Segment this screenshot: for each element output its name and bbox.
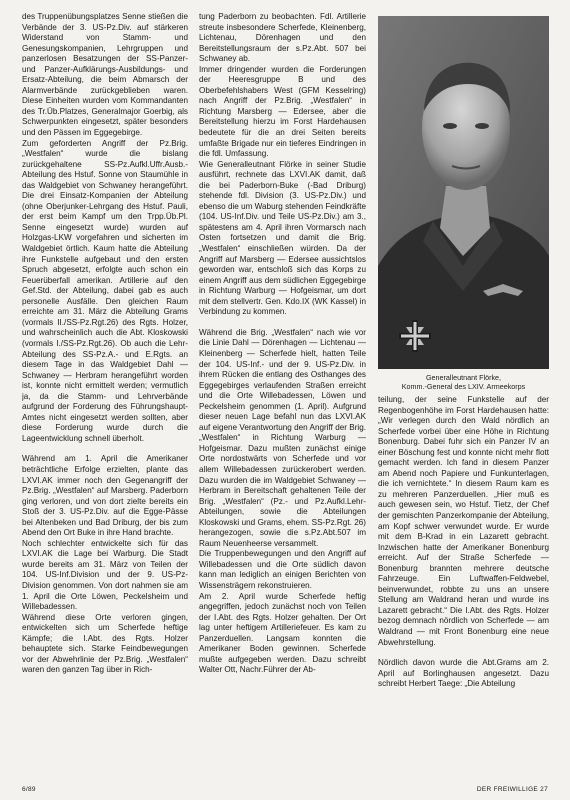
paragraph: Noch schlechter entwickelte sich für das LXVI.AK die Lage bei Warburg. Die Stadt wurde bereits am 31. März von Teilen der 104. US-Inf.Division und der 9. US-Pz-Division genommen. Von dort nahmen sie am 1. April die Orte Löwen, Peckelsheim und Willebadessen. [22, 538, 188, 612]
portrait-photo [378, 16, 549, 369]
paragraph: teilung, der seine Funkstelle auf der Regenbogenhöhe im Forst Hardehausen hatte: „Wir verlegen durch den Wald nördlich an Scherfede vorbei über eine Höhe in Richtung Bonenburg. Dabei fuhr sich ein Panzer IV an einer Böschung fest und konnte nicht mehr flott gemacht werden. Ich fand in diesem Panzer am Abend noch Papiere und Funkunterlagen, die ich vernichtete.“ In diesem Raum kam es zu mehreren Panzerduellen. „Hier muß es auch gewesen sein, wo Hstuf. Tietz, der Chef der gemischten Panzerkompanie der Abteilung, am Kopf schwer verwundet wurde. Er wurde mit dem B-Krad in ein Lazarett gebracht. Inzwischen hatte der Amerikaner Bonenburg erreicht. Auf der Straße Scherfede — Bonenburg brannten mehrere deutsche Fahrzeuge. Ein Luftwaffen-Feldwebel, beinverwundet, robbte zu uns an unsere Stellung am Waldrand heran und wurde ins Lazarett gebracht.“ Die I.Abt. des Rgts. Holzer bezog demnach nördlich von Scherfede — am Waldrand — mit Front Bonenburg eine neue Abwehrstellung. [378, 395, 549, 647]
paragraph: des Truppenübungsplatzes Senne stießen die Verbände der 3. US-Pz.Div. auf stärkeren Widerstand von Stamm- und Genesungskompanien, Lehrgruppen und panzerlosen Besatzungen der SS-Panzer- und Panzer-Aufklärungs-Ausbildungs- und Ersatz-Abteilung, die beim Abmarsch der Alarmverbände zurückgeblieben waren. Diese Einheiten wurden vom Kommandanten des Tr.Üb.Platzes, Generalmajor Goerbig, als Schwerpunkten eingesetzt, später besonders und den Pässen im Eggegebirge. [22, 12, 188, 138]
paragraph: Am 2. April wurde Scherfede heftig angegriffen, jedoch zunächst noch von Teilen der I.Abt. des Rgts. Holzer gehalten. Der Ort lag unter heftigem Artilleriefeuer. Es kam zu Panzerduellen. Langsam konnten die Amerikaner Boden gewinnen. Scherfede mußte aufgegeben werden. Dazu schreibt Walter Ott, Nachr.Führer der Ab- [199, 591, 366, 675]
text-column-1 [22, 12, 188, 782]
caption-line: Generalleutnant Flörke, [425, 373, 502, 382]
page-footer: DER FREIWILLIGE 27 [476, 786, 548, 793]
paragraph: tung Paderborn zu beobachten. Fdl. Artillerie streute insbesondere Scherfede, Kleinenberg, Lichtenau, Dörenhagen und den Bereitstellungsraum der s.Pz.Abt. 507 bei Schwaney ab. [199, 12, 366, 64]
paragraph: Wie Generalleutnant Flörke in seiner Studie ausführt, rechnete das LXVI.AK damit, daß die bei Paderborn-Buke (-Bad Driburg) stehende fdl. Division (3. US-Pz.Div.) und ebenso die um Waburg stehenden Feindkräfte (104. US-Inf.Div. und Teile US-Pz.Div.) am 3., spätestens am 4. April ihren Vormarsch nach Osten fortsetzen und damit die Brig. „Westfalen“ einschließen würden. Da der Angriff auf Marsberg — Edersee aussichtslos geworden war, entschloß sich das Korps zu einem Angriff aus dem südlichen Eggegebirge in Richtung Warburg — Hofgeismar, um dort mit dem stellvertr. Gen. Kdo.IX (WK Kassel) in Verbindung zu kommen. [199, 159, 366, 317]
paragraph: Während diese Orte verloren gingen, entwickelten sich um Scherfede heftige Kämpfe; die I.Abt. des Rgts. Holzer behauptete sich. Starke Feindbewegungen vor der Abwehrlinie der Pz.Brig. „Westfalen“ waren den ganzen Tag über in Rich- [22, 612, 188, 675]
paragraph: Zum geforderten Angriff der Pz.Brig. „Westfalen“ wurde die bislang zurückgehaltene SS-Pz.Aufkl.Uffr.Ausb.-Abteilung des Hstuf. Sonne von Staumühle in das Waldgebiet von Schwaney herangeführt. Die drei Einsatz-Kompanien der Abteilung (ohne Oberjunker-Lehrgang des Hstuf. Pauli, der erst beim Kampf um den Trpp.Üb.Pl. Senne eingesetzt wurde) wurden auf Holzgas-LKW vorgefahren und sicherten im Waldgebiet örtlich. Kaum hatte die Abteilung ihre Funkstelle aufgebaut und den ersten Spruch abgesetzt, erfolgte auch schon ein Feuerüberfall amerikan. Artillerie auf den Gef.Std. der Abteilung, dabei gab es auch personelle Ausfälle. Den gleichen Raum erreichte am 31. März die Abteilung Grams (vormals II./SS-Pz.Rgt.26) des Rgts. Holzer, und wahrscheinlich auch die Abt. Kloskowski (vormals I./SS-Pz.Rgt.26). Ob auch die Lehr-Abteilung des SS-Pz.A.- und E.Rgts. an diesem Tage in das Waldgebiet Dahl — Schwaney — Herbram herangeführt worden ist, konnte nicht ermittelt werden; vermutlich ja, da die Stamm- und Lehrverbände aufgrund der Forderung des Führungshaupt-Amtes nicht eingesetzt werden sollten, aber diese Forderung wurde durch die Lageentwicklung schnell überholt. [22, 138, 188, 443]
photo-caption [378, 373, 549, 391]
caption-line: Komm.-General des LXIV. Armeekorps [401, 382, 526, 391]
text-column-3 [378, 395, 549, 775]
issue-number: 6/89 [22, 786, 36, 793]
paragraph: Während am 1. April die Amerikaner beträchtliche Erfolge erzielten, plante das LXVI.AK immer noch den Gegenangriff der Pz.Brig. „Westfalen“ auf Marsberg. Paderborn ging verloren, und von dort zielte bereits ein Stoß der 3. US-Pz.Div. auf die Egge-Pässe bei Altenbeken und Bad Driburg, der bis zum Abend den Ort Buke in ihre Hand brachte. [22, 454, 188, 538]
portrait-photo-graphic [378, 16, 549, 369]
paragraph: Die Truppenbewegungen und den Angriff auf Willebadessen und die Orte südlich davon kann man lediglich an einigen Berichten von Wissensträgern rekonstruieren. [199, 549, 366, 590]
paragraph: Immer dringender wurden die Forderungen der Heeresgruppe B und des Oberbefehlshabers West (GFM Kesselring) nach Angriff der Pz.Brig. „Westfalen“ in Richtung Marsberg — Edersee, aber die Bereitstellung hierzu im Forst Hardehausen bedeutete für die an drei Seiten bereits umfaßte Brigade nur ein tieferes Eindringen in die fdl. Umfassung. [199, 64, 366, 159]
text-column-2 [199, 12, 366, 782]
paragraph: Während die Brig. „Westfalen“ nach wie vor die Linie Dahl — Dörenhagen — Lichtenau — Kleinenberg — Scherfede hielt, hatten Teile der 104. US-Inf.- und der 9. US-Pz.Div. in ihrem Rücken die entlang des Osthanges des Eggegebirges verlaufenden Straßen erreicht und die Orte Willebadessen, Löwen und Peckelsheim genommen (1. April). Aufgrund dieser neuen Lage befahl nun das LXVI.AK auf eigene Verantwortung den Angriff der Brig. „Westfalen“ in Richtung Warburg — Hofgeismar. Dazu mußten zunächst einige Orte nordostwärts von Scherfede und vor allem Willebadessen zurückerobert werden. Dazu wurden die im Waldgebiet Schwaney — Herbram in Bereitschaft gehaltenen Teile der Brig. „Westfalen“ (Pz.- und Pz.Aufkl.Lehr-Abteilungen, sowie die Abteilungen Kloskowski und Grams, ehem. SS-Pz.Rgt. 26) herangezogen, sowie die s.Pz.Abt.507 im Raum Neuenheerse versammelt. [199, 327, 366, 548]
paragraph: Nördlich davon wurde die Abt.Grams am 2. April auf Borlinghausen angesetzt. Dazu schreibt Herbert Taege: „Die Abteilung [378, 658, 549, 689]
